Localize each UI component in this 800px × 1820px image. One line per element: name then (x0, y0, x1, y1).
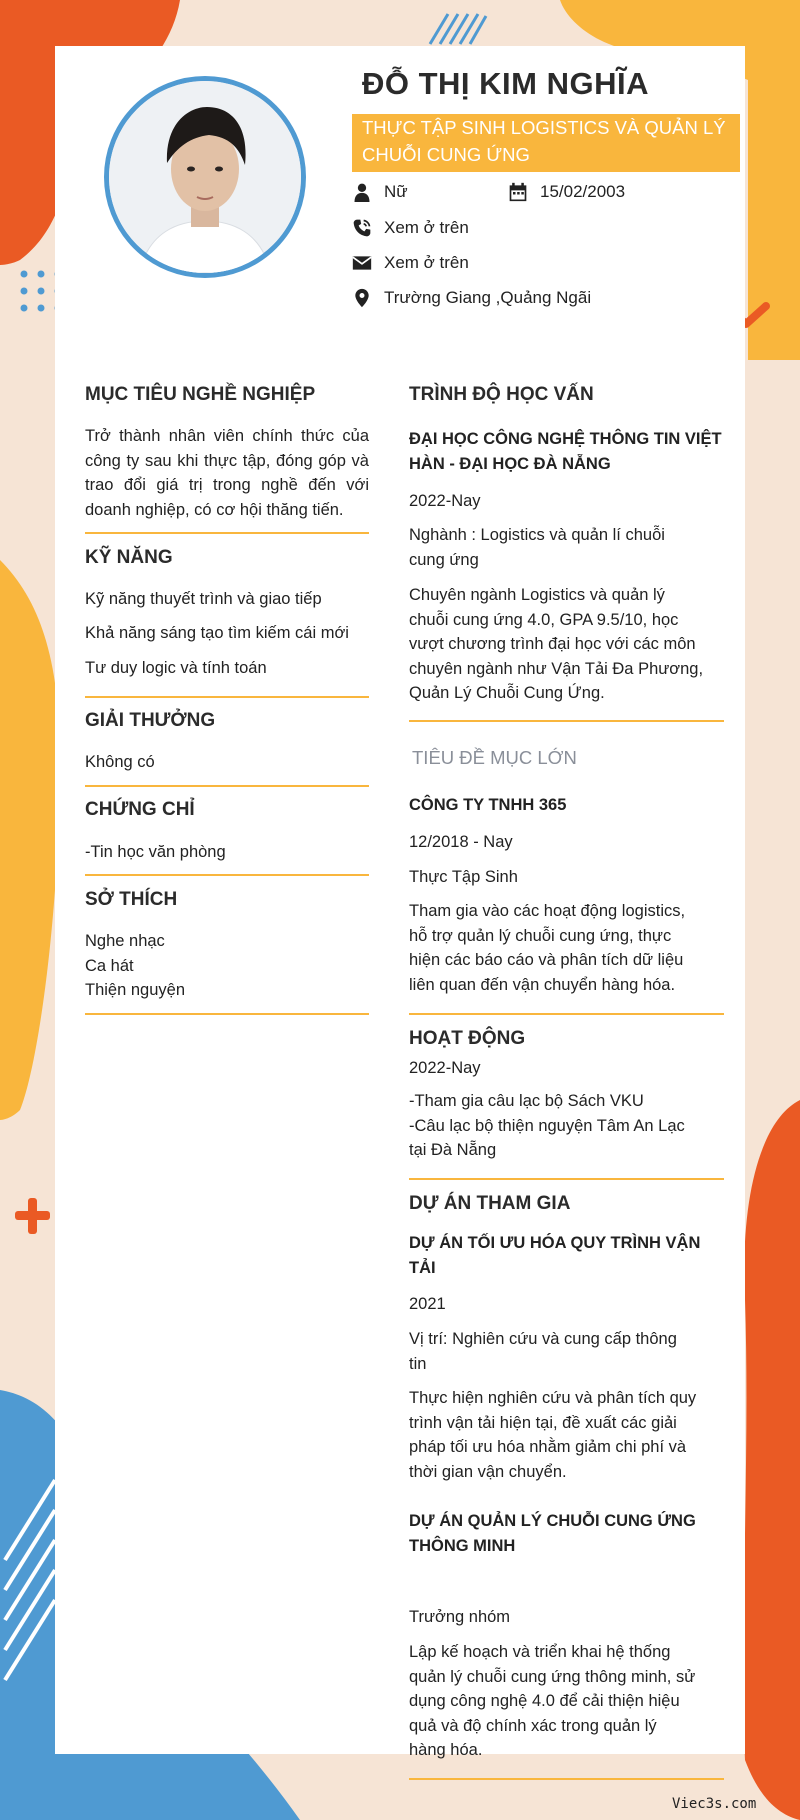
divider (409, 1013, 724, 1015)
divider (85, 532, 369, 534)
project-title-line: DỰ ÁN QUẢN LÝ CHUỖI CUNG ỨNG (409, 1512, 696, 1530)
education-description (409, 583, 703, 706)
watermark: Viec3s.com (672, 1796, 757, 1812)
objective-line: trao đổi giá trị trong nghề đến với (85, 476, 369, 494)
skill-item: Tư duy logic và tính toán (85, 659, 267, 677)
objective-line: doanh nghiệp, có cơ hội thăng tiến. (85, 500, 344, 519)
project-year: 2021 (409, 1295, 446, 1313)
description-line: trình vận tải hiện tại, đề xuất các giải (409, 1413, 677, 1432)
activities-list (409, 1089, 685, 1163)
project-role: Trưởng nhóm (409, 1608, 511, 1626)
school-name (409, 427, 722, 476)
experience-role: Thực Tập Sinh (409, 868, 518, 886)
major-line: cung ứng (409, 550, 479, 569)
description-line: Thực hiện nghiên cứu và phân tích quy (409, 1389, 697, 1407)
activity-line: -Tham gia câu lạc bộ Sách VKU (409, 1092, 644, 1110)
description-line: chuyên ngành như Vận Tải Đa Phương, (409, 659, 704, 678)
project-title-line: DỰ ÁN TỐI ƯU HÓA QUY TRÌNH VẬN (409, 1234, 701, 1252)
avatar-icon (109, 81, 301, 273)
education-heading: TRÌNH ĐỘ HỌC VẤN (409, 384, 594, 405)
experience-heading: TIÊU ĐỀ MỤC LỚN (412, 747, 577, 768)
phone-value: Xem ở trên (384, 218, 469, 237)
hobbies-list (85, 929, 185, 1003)
description-line: pháp tối ưu hóa nhằm giảm chi phí và (409, 1438, 687, 1456)
orange-plus-sign (15, 1198, 50, 1234)
company-name: CÔNG TY TNHH 365 (409, 796, 567, 814)
email-row (352, 253, 469, 273)
description-line: Quản Lý Chuỗi Cung Ứng. (409, 684, 605, 702)
certificates-text: -Tin học văn phòng (85, 843, 226, 861)
description-line: hỗ trợ quản lý chuỗi cung ứng, thực (409, 926, 672, 945)
certificates-heading: CHỨNG CHỈ (85, 799, 195, 820)
divider (85, 696, 369, 698)
description-line: liên quan đến vận chuyển hàng hóa. (409, 975, 676, 994)
objective-line: Trở thành nhân viên chính thức của (85, 427, 369, 445)
skill-item: Kỹ năng thuyết trình và giao tiếp (85, 590, 322, 608)
experience-period: 12/2018 - Nay (409, 833, 513, 851)
activities-period: 2022-Nay (409, 1059, 481, 1077)
activity-line: -Câu lạc bộ thiện nguyện Tâm An Lạc (409, 1116, 685, 1135)
orange-blob-bottom-right (744, 1100, 800, 1820)
description-line: quản lý chuỗi cung ứng thông minh, sử (409, 1667, 696, 1686)
divider (409, 1778, 724, 1780)
description-line: thời gian vận chuyển. (409, 1462, 567, 1481)
activities-heading: HOẠT ĐỘNG (409, 1028, 526, 1049)
objective-text (85, 424, 369, 522)
project-title (409, 1231, 700, 1280)
awards-heading: GIẢI THƯỞNG (85, 710, 216, 731)
birthdate-row (508, 182, 625, 202)
envelope-icon (352, 253, 372, 273)
major-line: Nghành : Logistics và quản lí chuỗi (409, 526, 665, 544)
objective-heading: MỤC TIÊU NGHỀ NGHIỆP (85, 384, 316, 405)
description-line: quả và độ chính xác trong quản lý (409, 1716, 657, 1735)
experience-description (409, 899, 685, 997)
phone-icon (352, 218, 372, 238)
project-description (409, 1640, 695, 1763)
divider (85, 874, 369, 876)
blue-striped-circle (430, 14, 486, 44)
hobby-item: Nghe nhạc (85, 932, 165, 950)
person-icon (352, 182, 372, 202)
school-name-line: HÀN - ĐẠI HỌC ĐÀ NẴNG (409, 454, 611, 473)
divider (85, 785, 369, 787)
address-value: Trường Giang ,Quảng Ngãi (384, 288, 592, 307)
education-major (409, 523, 665, 572)
divider (409, 1178, 724, 1180)
divider (409, 720, 724, 722)
skill-item: Khả năng sáng tạo tìm kiếm cái mới (85, 624, 349, 642)
phone-row (352, 218, 469, 238)
project-title-line: TẢI (409, 1258, 436, 1277)
activity-line: tại Đà Nẵng (409, 1141, 497, 1159)
school-name-line: ĐẠI HỌC CÔNG NGHỆ THÔNG TIN VIỆT (409, 430, 722, 448)
job-title: THỰC TẬP SINH LOGISTICS VÀ QUẢN LÝ CHUỖI CUNG ỨNG (352, 114, 740, 172)
description-line: Chuyên ngành Logistics và quản lý (409, 586, 665, 604)
birthdate-value: 15/02/2003 (540, 182, 626, 201)
email-value: Xem ở trên (384, 253, 469, 272)
hobbies-heading: SỞ THÍCH (85, 889, 178, 910)
description-line: hàng hóa. (409, 1741, 483, 1759)
project-role (409, 1327, 677, 1376)
project-description (409, 1386, 696, 1484)
candidate-name: ĐỖ THỊ KIM NGHĨA (362, 66, 649, 101)
description-line: chuỗi cung ứng 4.0, GPA 9.5/10, học (409, 610, 679, 629)
gender-row (352, 182, 408, 202)
projects-heading: DỰ ÁN THAM GIA (409, 1193, 571, 1214)
project-role-line: tin (409, 1354, 427, 1373)
project-role-line: Vị trí: Nghiên cứu và cung cấp thông (409, 1330, 677, 1348)
profile-photo (104, 76, 306, 278)
hobby-item: Thiện nguyện (85, 981, 185, 999)
description-line: Lập kế hoạch và triển khai hệ thống (409, 1643, 671, 1661)
calendar-icon (508, 182, 528, 202)
address-row (352, 288, 591, 308)
divider (85, 1013, 369, 1015)
education-period: 2022-Nay (409, 492, 481, 510)
awards-text: Không có (85, 753, 155, 771)
hobby-item: Ca hát (85, 956, 134, 975)
description-line: dụng công nghệ 4.0 để cải thiện hiệu (409, 1692, 680, 1710)
objective-line: công ty sau khi thực tập, đóng góp và (85, 451, 369, 470)
project-title-line: THÔNG MINH (409, 1536, 516, 1555)
project-title (409, 1509, 696, 1558)
description-line: hiện các báo cáo và phân tích dữ liệu (409, 951, 684, 969)
yellow-blob-left (0, 560, 60, 1120)
description-line: vượt chương trình đại học với các môn (409, 635, 696, 653)
skills-heading: KỸ NĂNG (85, 547, 173, 568)
location-pin-icon (352, 288, 372, 308)
description-line: Tham gia vào các hoạt động logistics, (409, 902, 686, 920)
gender-value: Nữ (384, 182, 408, 201)
